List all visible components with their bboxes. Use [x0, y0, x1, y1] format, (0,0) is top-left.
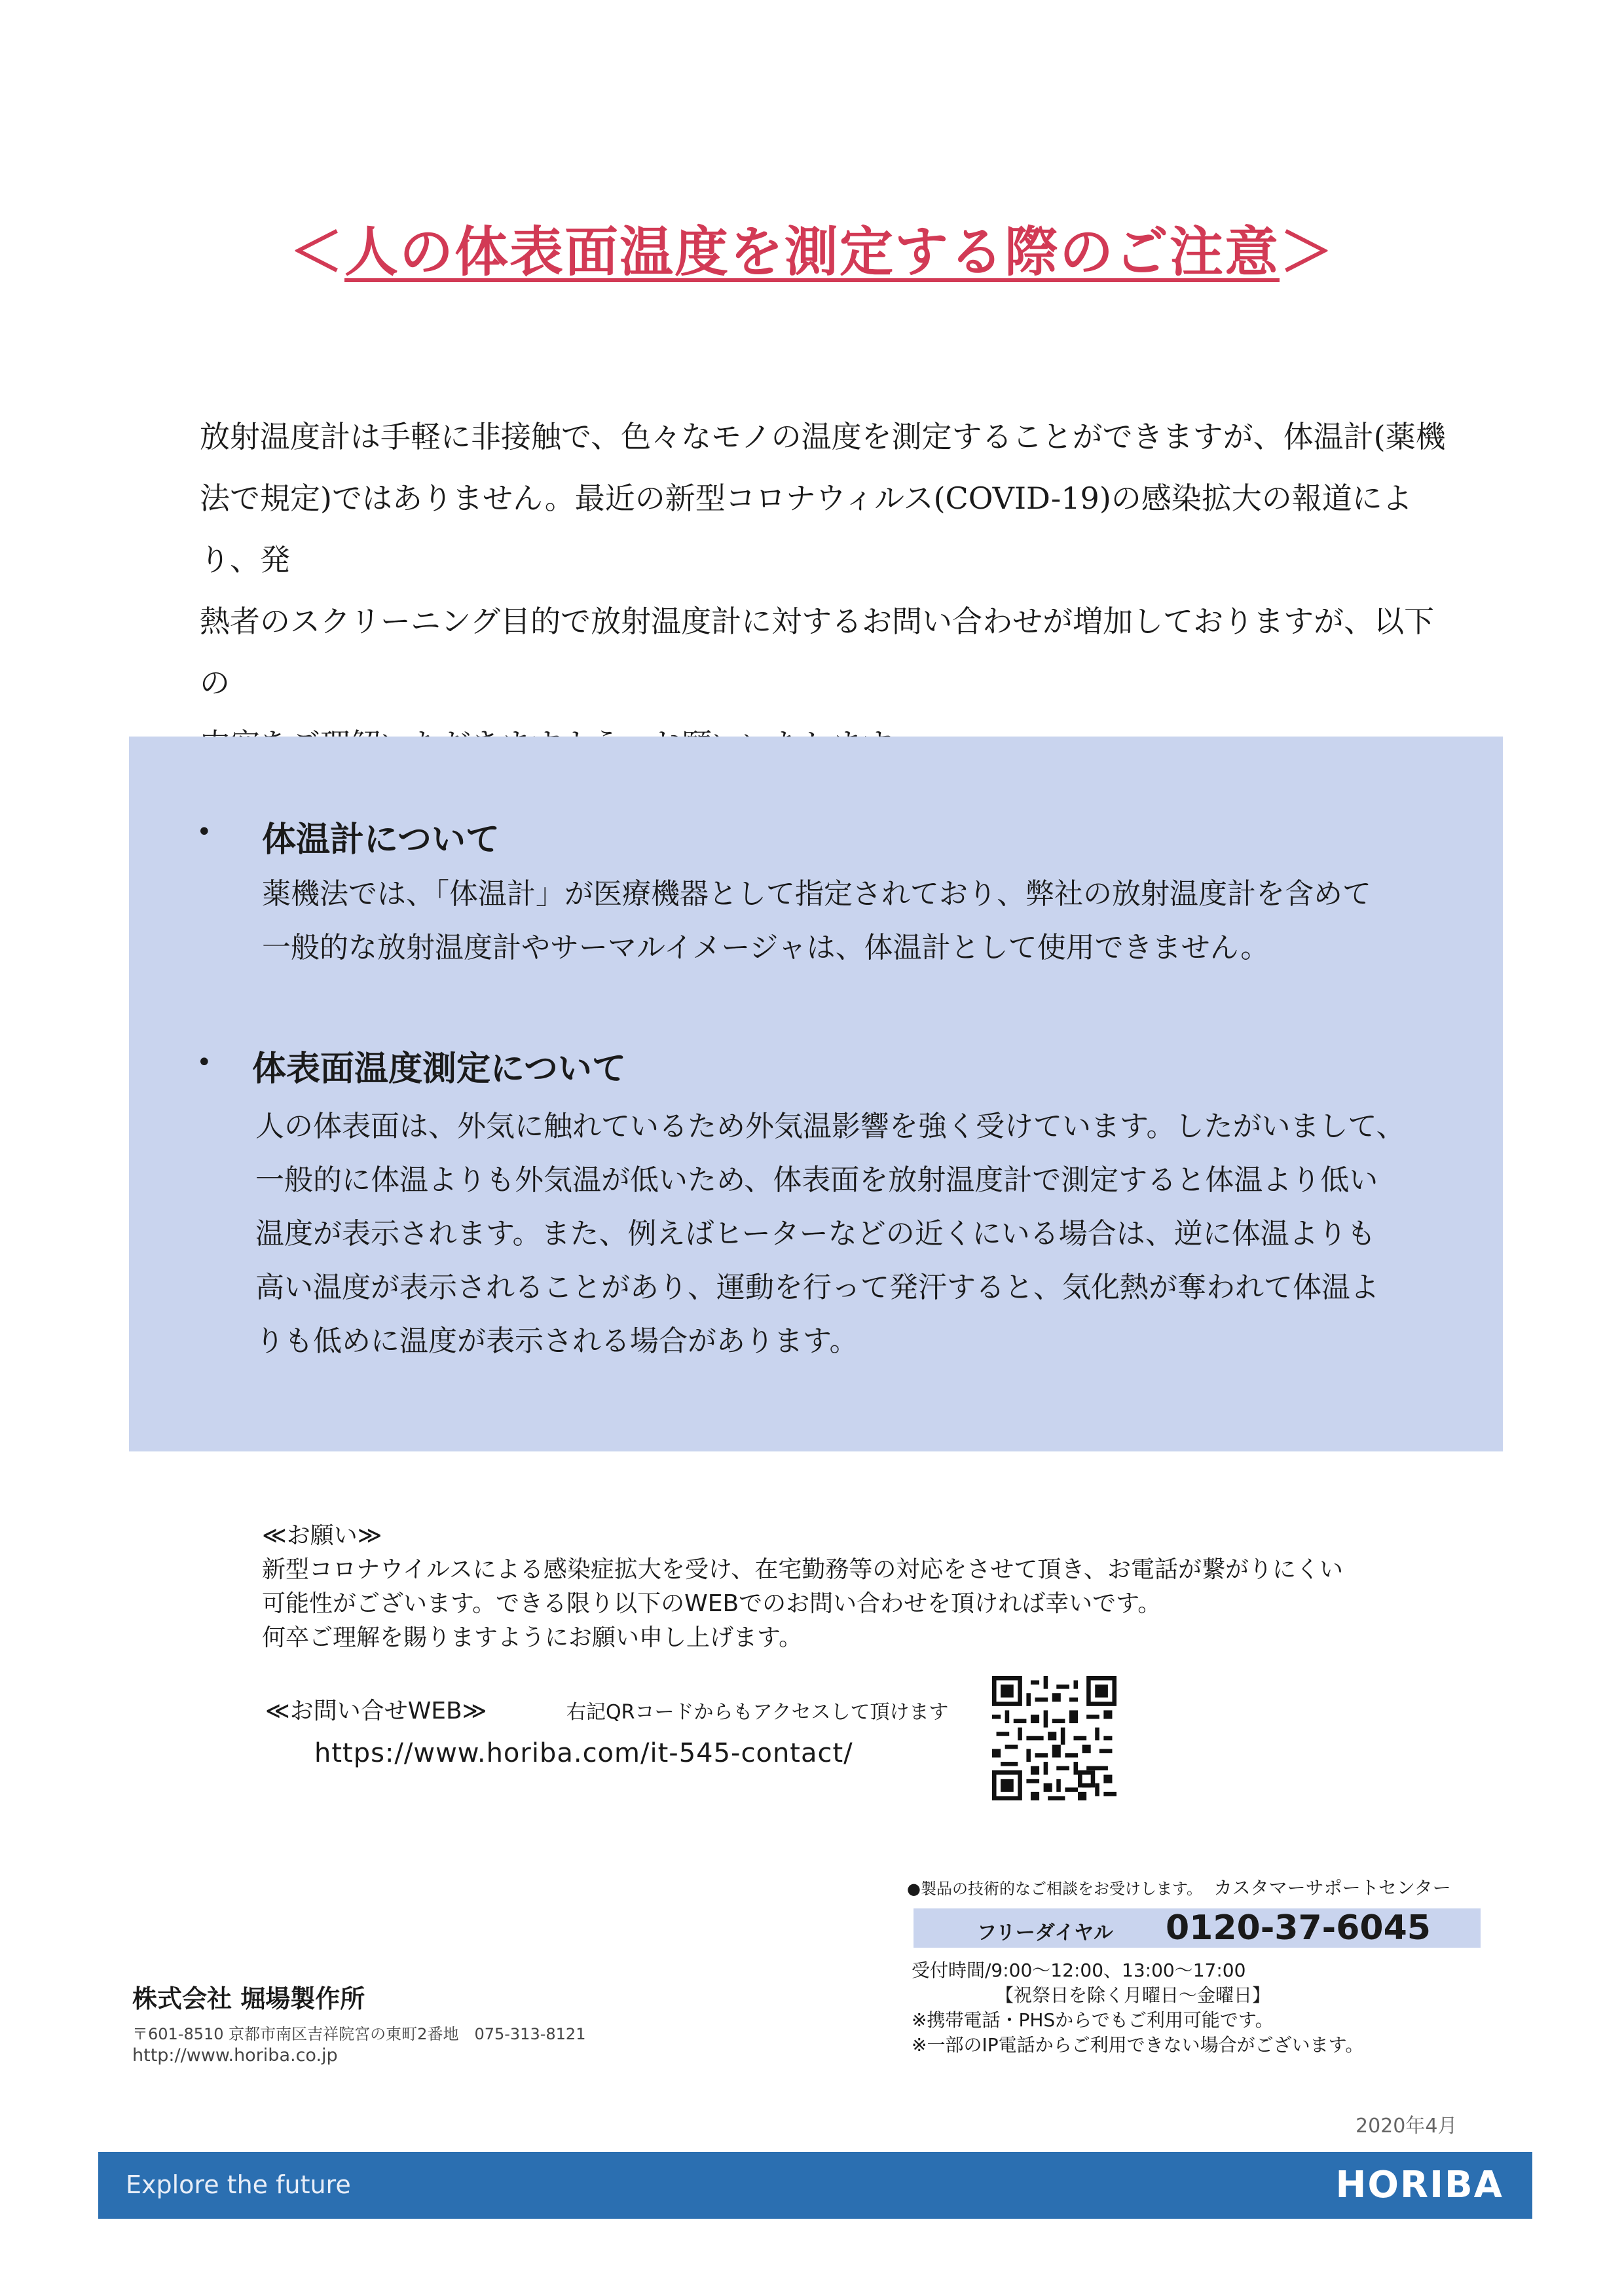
support-note-mobile: ※携帯電話・PHSからでもご利用可能です。 — [912, 2009, 1274, 2031]
support-hours: 受付時間/9:00～12:00、13:00～17:00 — [912, 1959, 1246, 1981]
footer-tagline: Explore the future — [126, 2170, 351, 2199]
section-2-heading: 体表面温度測定について — [252, 1049, 626, 1089]
company-name: 株式会社 堀場製作所 — [132, 1984, 365, 2013]
request-block — [262, 1519, 1480, 1655]
section-2-line: 高い温度が表示されることがあり、運動を行って発汗すると、気化熱が奪われて体温よ — [255, 1271, 1379, 1304]
support-intro — [907, 1874, 1451, 1900]
request-line: 新型コロナウイルスによる感染症拡大を受け、在宅勤務等の対応をさせて頂き、お電話が繋がりにくい — [262, 1556, 1343, 1583]
support-intro-text: ●製品の技術的なご相談をお受けします。 — [907, 1880, 1203, 1898]
section-2-body — [255, 1100, 1486, 1368]
intro-line: 法で規定)ではありません。最近の新型コロナウィルス(COVID-19)の感染拡大の報道により、発 — [200, 481, 1412, 577]
footer-bar — [98, 2152, 1532, 2219]
support-center: カスタマーサポートセンター — [1213, 1877, 1451, 1899]
contact-url-link[interactable]: https://www.horiba.com/it-545-contact/ — [314, 1738, 853, 1768]
title-open-bracket: ＜ — [289, 221, 344, 283]
request-line: 何卒ご理解を賜りますようにお願い申し上げます。 — [262, 1624, 803, 1651]
qr-note: 右記QRコードからもアクセスして頂けます — [566, 1701, 949, 1724]
title-close-bracket: ＞ — [1280, 221, 1335, 283]
horiba-logo: HORIBA — [1335, 2164, 1504, 2206]
free-dial-label: フリーダイヤル — [977, 1922, 1113, 1944]
qr-code[interactable] — [992, 1676, 1116, 1800]
section-1-line: 薬機法では、「体温計」が医療機器として指定されており、弊社の放射温度計を含めて — [262, 877, 1371, 911]
section-2-bullet: • — [196, 1048, 212, 1078]
company-web-link[interactable]: http://www.horiba.co.jp — [132, 2045, 338, 2066]
title-text: 人の体表面温度を測定する際のご注意 — [344, 221, 1280, 283]
issue-date: 2020年4月 — [1356, 2115, 1458, 2138]
support-note-ip: ※一部のIP電話からご利用できない場合がございます。 — [912, 2034, 1364, 2056]
section-1-body — [262, 867, 1473, 975]
section-1-bullet: • — [196, 817, 212, 847]
request-heading: ≪お願い≫ — [262, 1522, 382, 1549]
intro-paragraph — [200, 406, 1457, 775]
section-1-heading: 体温計について — [262, 820, 500, 860]
section-2-line: 一般的に体温よりも外気温が低いため、体表面を放射温度計で測定すると体温より低い — [255, 1163, 1378, 1197]
section-2-line: りも低めに温度が表示される場合があります。 — [255, 1324, 858, 1358]
intro-line: 放射温度計は手軽に非接触で、色々なモノの温度を測定することができますが、体温計(薬機 — [200, 419, 1446, 454]
web-label: ≪お問い合せWEB≫ — [265, 1698, 487, 1724]
section-1-line: 一般的な放射温度計やサーマルイメージャは、体温計として使用できません。 — [262, 931, 1270, 964]
support-days: 【祝祭日を除く月曜日～金曜日】 — [995, 1984, 1271, 2006]
company-address: 〒601-8510 京都市南区吉祥院宮の東町2番地 075-313-8121 — [132, 2025, 586, 2043]
section-2-line: 人の体表面は、外気に触れているため外気温影響を強く受けています。したがいまして、 — [255, 1110, 1405, 1143]
page-title — [0, 210, 1624, 286]
phone-number: 0120-37-6045 — [1166, 1908, 1431, 1948]
section-2-line: 温度が表示されます。また、例えばヒーターなどの近くにいる場合は、逆に体温よりも — [255, 1217, 1376, 1250]
request-line: 可能性がございます。できる限り以下のWEBでのお問い合わせを頂ければ幸いです。 — [262, 1590, 1162, 1617]
intro-line: 熱者のスクリーニング目的で放射温度計に対するお問い合わせが増加しておりますが、以下の — [200, 604, 1435, 701]
